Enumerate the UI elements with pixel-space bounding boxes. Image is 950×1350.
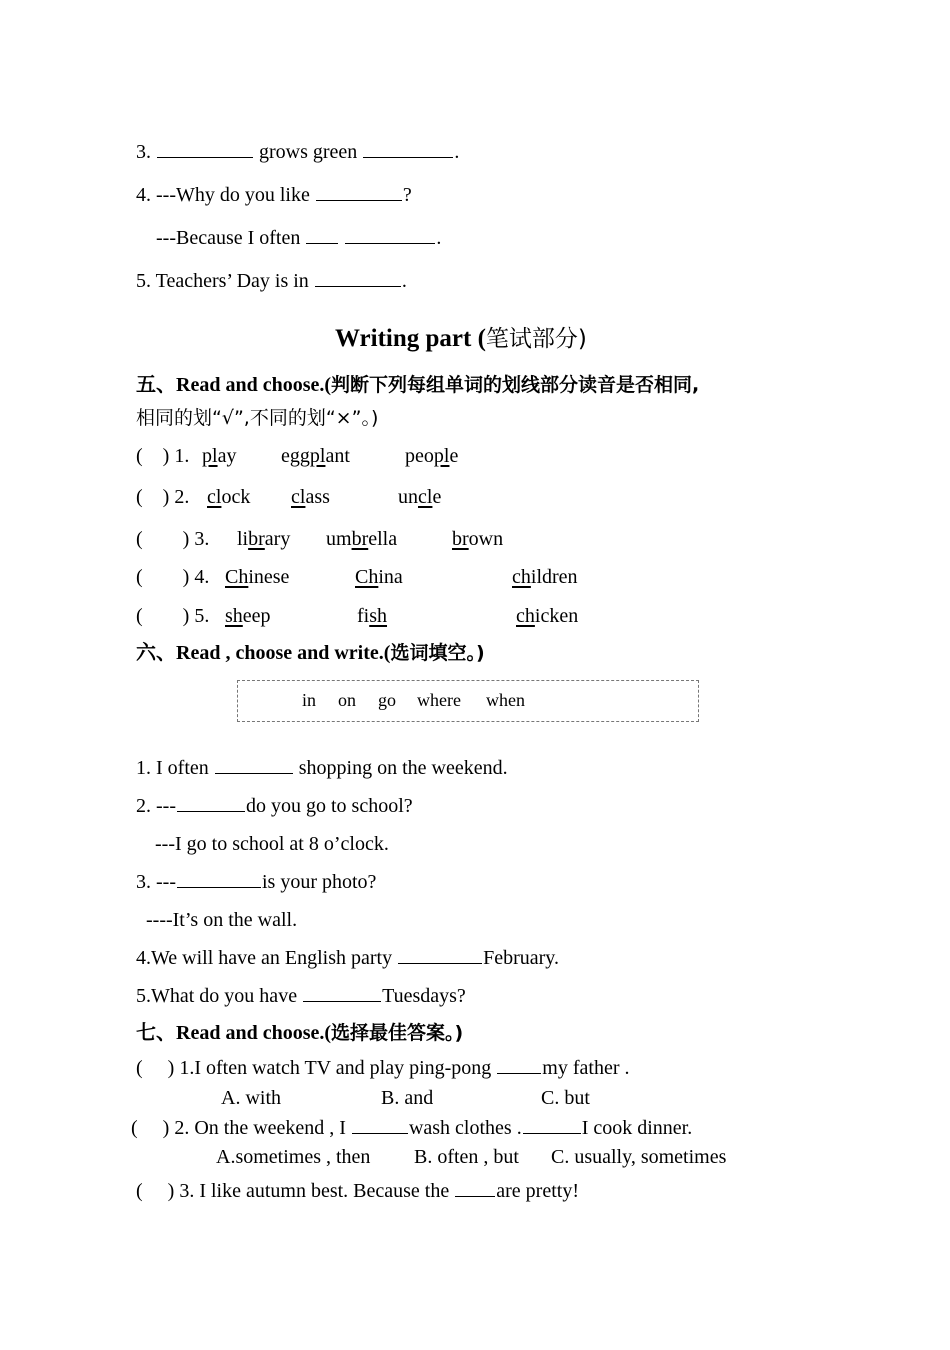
section7-heading-cn: 选择最佳答案。) [331,1022,464,1044]
word-part: inese [248,566,290,588]
s6-q5-end: Tuesdays? [382,985,466,1007]
section6-heading [136,641,485,665]
word-part: li [237,528,249,550]
s5-item-3-word-1 [237,527,290,551]
s6-q1-text: 1. I often [136,757,214,779]
q4-answer-text: ---Because I often [156,227,306,249]
section7-heading-en: 七、Read and choose.( [136,1022,332,1044]
s7-q2-mid: wash clothes . [408,1117,522,1139]
exercise-q4 [136,183,412,207]
s7-q3 [136,1179,579,1203]
underlined-part: pl [202,445,218,467]
title-chinese: 笔试部分) [485,326,587,352]
s5-item-5-bracket[interactable]: ( ) 5. [136,605,210,627]
s6-q3 [136,870,376,894]
answer-blank[interactable] [352,1116,408,1134]
answer-blank[interactable] [345,226,435,244]
word-bank-box [237,680,699,722]
s5-item-2-word-2 [291,485,330,509]
underlined-part: ch [512,566,531,588]
q3-text: grows green [254,141,363,163]
q3-end: . [454,141,460,163]
word-part: egg [281,445,310,467]
underlined-part: sh [369,605,388,627]
q5-text: 5. Teachers’ Day is in [136,270,314,292]
word-part: e [449,445,459,467]
s5-item-1-word-3 [405,444,458,468]
s7-q3-end: are pretty! [496,1180,579,1202]
answer-blank[interactable] [398,946,482,964]
word-part: peo [405,445,434,467]
s5-item-1-word-1 [202,444,236,468]
s5-item-5-word-3 [516,604,578,628]
word-bank-word[interactable]: go [378,690,396,710]
exercise-q4-answer [156,226,441,250]
answer-blank[interactable] [157,140,253,158]
s6-q1 [136,756,508,780]
q5-end: . [401,270,407,292]
s6-q3-text: 3. --- [136,871,176,893]
s7-q1-end: my father . [542,1057,630,1079]
s5-item-4-bracket[interactable]: ( ) 4. [136,566,210,588]
word-part: un [398,486,418,508]
word-part: eep [242,605,271,627]
s5-item-4-word-3 [512,565,578,589]
word-bank-word[interactable]: in [302,690,317,710]
s5-item-3-word-3 [452,527,503,551]
word-bank-word[interactable]: where [417,690,461,710]
s6-q4-end: February. [483,947,560,969]
answer-blank[interactable] [177,870,261,888]
s5-item-2-word-3 [398,485,441,509]
s6-q5 [136,984,466,1008]
s6-q2 [136,794,413,818]
word-part: ildren [530,566,578,588]
answer-blank[interactable] [523,1116,581,1134]
s7-q3-text: ( ) 3. I like autumn best. Because the [136,1180,455,1202]
q4-end: ? [402,184,412,206]
answer-blank[interactable] [177,794,245,812]
word-part: ay [217,445,237,467]
underlined-part: ch [516,605,535,627]
s6-q4-text: 4.We will have an English party [136,947,398,969]
section5-heading-en: 五、Read and choose.( [136,374,332,396]
underlined-part: pl [309,445,326,467]
exercise-q5 [136,269,407,293]
underlined-part: br [248,528,265,550]
s6-q5-text: 5.What do you have [136,985,303,1007]
exercise-q3 [136,140,459,164]
underlined-part: cl [418,486,433,508]
word-part: fi [357,605,370,627]
s7-q2-end: I cook dinner. [581,1117,693,1139]
s6-q4 [136,946,559,970]
s6-q3-answer: ----It’s on the wall. [146,909,298,931]
s7-q2-text: ( ) 2. On the weekend , I [131,1117,351,1139]
s6-q2-text: 2. --- [136,795,176,817]
answer-blank[interactable] [303,984,381,1002]
q3-number: 3. [136,141,156,163]
s7-q1 [136,1056,629,1080]
word-part: ock [221,486,251,508]
q4-answer-end: . [436,227,442,249]
answer-blank[interactable] [363,140,453,158]
word-part: ary [264,528,291,550]
underlined-part: Ch [355,566,379,588]
section5-heading-cn: 判断下列每组单词的划线部分读音是否相同, [331,374,700,396]
q4-text: 4. ---Why do you like [136,184,315,206]
underlined-part: cl [291,486,306,508]
section6-heading-en: 六、Read , choose and write.( [136,642,391,664]
underlined-part: br [351,528,369,550]
word-part: ina [378,566,403,588]
word-bank-word[interactable]: on [338,690,356,710]
section5-heading-line2: 相同的划“√”,不同的划“×”。) [136,407,379,429]
s6-q3-end: is your photo? [261,871,377,893]
s5-item-1-bracket[interactable]: ( ) 1. [136,445,195,467]
s5-item-3-bracket[interactable]: ( ) 3. [136,528,215,550]
answer-blank[interactable] [215,756,293,774]
word-part: ant [325,445,350,467]
s5-item-2-word-1 [207,485,250,509]
answer-blank[interactable] [306,226,338,244]
underlined-part: cl [207,486,222,508]
s5-item-2-bracket[interactable]: ( ) 2. [136,486,195,508]
answer-blank[interactable] [315,269,401,287]
section6-heading-cn: 选词填空。) [390,642,485,664]
word-bank-word[interactable]: when [486,690,525,710]
word-part: own [468,528,504,550]
s7-q2 [131,1116,692,1140]
s5-item-5-word-1 [225,604,271,628]
title-english: Writing part ( [335,325,486,352]
s7-q2-option-a[interactable]: A.sometimes , then [216,1146,371,1168]
s5-item-3-word-2 [326,527,397,551]
s5-item-1-word-2 [281,444,350,468]
section5-heading [136,373,699,397]
s7-q2-option-b[interactable]: B. often , but [414,1146,519,1168]
underlined-part: br [452,528,469,550]
underlined-part: sh [225,605,243,627]
word-part: ella [368,528,398,550]
s7-q1-option-c[interactable]: C. but [541,1087,590,1109]
underlined-part: pl [433,445,450,467]
s7-q1-option-b[interactable]: B. and [381,1087,434,1109]
word-part: ass [305,486,330,508]
answer-blank[interactable] [497,1056,541,1074]
answer-blank[interactable] [316,183,402,201]
underlined-part: Ch [225,566,249,588]
section7-heading [136,1021,463,1045]
s5-item-4-word-2 [355,565,403,589]
s7-q1-option-a[interactable]: A. with [221,1087,281,1109]
word-part: icken [534,605,579,627]
s6-q2-end: do you go to school? [245,795,413,817]
writing-part-title [335,324,587,354]
word-part: e [432,486,442,508]
s7-q1-text: ( ) 1.I often watch TV and play ping-pong [136,1057,497,1079]
s5-item-4-word-1 [225,565,289,589]
s5-item-5-word-2 [357,604,387,628]
word-part: um [326,528,352,550]
answer-blank[interactable] [455,1179,495,1197]
s6-q2-answer: ---I go to school at 8 o’clock. [155,833,389,855]
s7-q2-option-c[interactable]: C. usually, sometimes [551,1146,727,1168]
s6-q1-end: shopping on the weekend. [293,757,508,779]
